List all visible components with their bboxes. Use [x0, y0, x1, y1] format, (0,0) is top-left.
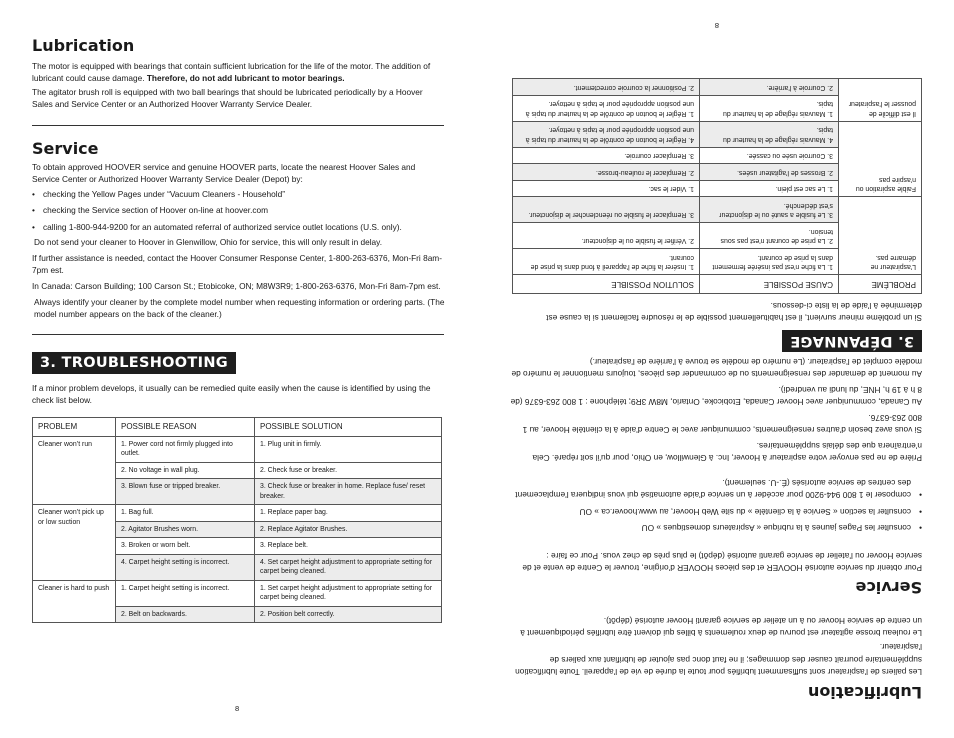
column-header: POSSIBLE REASON — [116, 418, 255, 437]
reason-cell: 1. La fiche n'est pas insérée fermement dans la prise de courant. — [700, 249, 839, 275]
solution-cell: 1. Set carpet height adjustment to appropriate setting for carpet being cleaned. — [255, 580, 442, 606]
problem-cell: Faible aspiration ou n'aspire pas — [839, 122, 922, 198]
table-header-row — [33, 418, 442, 437]
service-bullet: • checking the Yellow Pages under “Vacuum Cleaners - Household” — [32, 188, 444, 200]
problem-cell: Cleaner is hard to push — [33, 580, 116, 623]
column-header: PROBLEM — [33, 418, 116, 437]
solution-cell: 3. Remplacer le fusible ou réenclencher le disjoncteur. — [513, 197, 700, 223]
solution-cell: 1. Plug unit in firmly. — [255, 436, 442, 462]
service-bullets — [32, 188, 444, 237]
service-fr-bullet: • consulter les Pages jaunes à la rubrique « Aspirateurs domestiques » OU — [510, 522, 922, 534]
troubleshooting-intro: If a minor problem develops, it usually can be remedied quite easily when the cause is identified by using the check list below. — [32, 383, 431, 406]
service-fr-bullets — [510, 473, 922, 534]
divider — [32, 125, 444, 126]
solution-cell: 2. Vérifier le fusible ou le disjoncteur. — [513, 223, 700, 249]
solution-cell: 4. Régler le bouton de contrôle de la hauteur du tapis à une position appropriée pour le tapis à nettoyer. — [513, 122, 700, 148]
service-fr-canada: Au Canada, communiquer avec Hoover Canada, Etobicoke, Ontario, M8W 3R9; téléphone : 1 800 263-6376 (de 8 h à 19 h, HNE, du lundi au vendredi). — [510, 384, 922, 407]
reason-cell: 1. Mauvais réglage de la hauteur du tapis. — [700, 96, 839, 122]
problem-cell: Cleaner won’t pick up or low suction — [33, 505, 116, 581]
table-row — [33, 436, 442, 462]
reason-cell: 4. Carpet height setting is incorrect. — [116, 554, 255, 580]
reason-cell: 3. Courroie usée ou cassée. — [700, 148, 839, 165]
table-row — [33, 580, 442, 606]
solution-cell: 2. Check fuse or breaker. — [255, 462, 442, 479]
service-further-assistance: If further assistance is needed, contact the Hoover Consumer Response Center, 1-800-263-6376, Mon-Fri 8am-7pm est. — [32, 253, 442, 276]
reason-cell: 2. Brosses de l'agitateur usées. — [700, 164, 839, 181]
service-fr-heading: Service — [855, 578, 922, 597]
lubrication-paragraph-1 — [32, 60, 444, 85]
service-fr-shipping-note: Prière de ne pas envoyer votre aspirateur à Hoover, Inc. à Glenwillow, en Ohio, pour qu'il soit réparé. Cela n'entraînera que des délais supplémentaires. — [532, 440, 922, 463]
reason-cell: 2. No voltage in wall plug. — [116, 462, 255, 479]
service-model-note: Always identify your cleaner by the complete model number when requesting information or ordering parts. (The model number appears on the back of the cleaner.) — [34, 297, 445, 320]
service-shipping-note: Do not send your cleaner to Hoover in Glenwillow, Ohio for service, this will only result in delay. — [34, 237, 383, 247]
reason-cell: 3. Broken or worn belt. — [116, 538, 255, 555]
service-bullet: • calling 1-800-944-9200 for an automated referral of authorized service outlet locations (U.S. only). — [32, 221, 444, 233]
table-header-row — [513, 275, 922, 294]
depannage-banner: 3. DÉPANNAGE — [782, 330, 922, 352]
french-page — [510, 0, 922, 738]
lubrication-text: The motor is equipped with bearings that contain sufficient lubrication for the life of the motor. The addition of lubricant could cause damage. — [32, 61, 431, 84]
reason-cell: 2. Belt on backwards. — [116, 606, 255, 623]
solution-cell: 4. Set carpet height adjustment to appropriate setting for carpet being cleaned. — [255, 554, 442, 580]
lubrication-heading: Lubrication — [32, 36, 135, 55]
reason-cell: 1. Power cord not firmly plugged into outlet. — [116, 436, 255, 462]
column-header: PROBLÈME — [839, 275, 922, 294]
table-row — [513, 96, 922, 122]
table-row — [513, 249, 922, 275]
reason-cell: 2. Agitator Brushes worn. — [116, 521, 255, 538]
solution-cell: 2. Position belt correctly. — [255, 606, 442, 623]
column-header: POSSIBLE SOLUTION — [255, 418, 442, 437]
solution-cell: 3. Check fuse or breaker in home. Replace fuse/ reset breaker. — [255, 479, 442, 505]
problem-cell: Cleaner won’t run — [33, 436, 116, 505]
divider — [32, 334, 444, 335]
problem-cell: L'aspirateur ne démarre pas. — [839, 197, 922, 275]
reason-cell: 1. Le sac est plein. — [700, 181, 839, 198]
solution-cell: 2. Remplacer le rouleau-brosse. — [513, 164, 700, 181]
table-row — [33, 505, 442, 522]
lubrication-paragraph-2: The agitator brush roll is equipped with two ball bearings that should be lubricated periodically by a Hoover Sales and Service Center or an Authorized Hoover Warranty Service Dealer. — [32, 87, 423, 110]
service-bullet: • checking the Service section of Hoover on-line at hoover.com — [32, 204, 444, 216]
service-fr-further-assistance: Si vous avez besoin d'autres renseignements, communiquer avec le Centre d'aide à la clientèle Hoover, au 1 800 263-6376. — [522, 412, 922, 435]
troubleshooting-banner: 3. TROUBLESHOOTING — [32, 352, 236, 374]
page-number: 8 — [714, 21, 719, 30]
reason-cell: 2. Courroie à l'arrière. — [700, 79, 839, 96]
lubrication-warning: Therefore, do not add lubricant to motor bearings. — [146, 73, 345, 84]
table-row — [513, 181, 922, 198]
solution-cell: 1. Régler le bouton de contrôle de la hauteur du tapis à une position appropriée pour le tapis à nettoyer. — [513, 96, 700, 122]
reason-cell: 1. Carpet height setting is incorrect. — [116, 580, 255, 606]
solution-cell: 2. Replace Agitator Brushes. — [255, 521, 442, 538]
service-fr-intro: Pour obtenir du service autorisé HOOVER et des pièces HOOVER d'origine, trouver le Centre de vente et de service Hoover ou l'atelier de service garanti autorisé (dépôt) le plus près de chez vous. Pour ce faire : — [522, 550, 922, 573]
service-intro: To obtain approved HOOVER service and genuine HOOVER parts, locate the nearest Hoover Sales and Service Center or Authorized Hoover Warranty Service Dealer (Depot) by: — [32, 162, 416, 185]
solution-cell: 3. Replace belt. — [255, 538, 442, 555]
english-page — [32, 0, 444, 738]
lubrification-paragraph-2: Le rouleau brosse agitateur est pourvu de deux roulements à billes qui doivent être lubrifiés périodiquement à un centre de service Hoover ou à un atelier de service garanti Hoover autorisé (dépôt). — [520, 615, 922, 638]
reason-cell: 4. Mauvais réglage de la hauteur du tapis. — [700, 122, 839, 148]
service-fr-bullet: • consulter la section « Service à la clientèle » du site Web Hoover, au www.hoover.ca » OU — [510, 505, 922, 517]
reason-cell: 3. Le fusible a sauté ou le disjoncteur s'est déclenché. — [700, 197, 839, 223]
depannage-table — [512, 79, 922, 295]
problem-cell: Il est difficile de pousser le l'aspirateur — [839, 79, 922, 122]
service-fr-model-note: Au moment de demander des renseignements ou de commander des pièces, toujours mentionner le numéro de modèle complet de l'aspirateur. (Le numéro de modèle se trouve à l'arrière de l'aspirateur.) — [511, 356, 922, 379]
lubrification-paragraph-1: Les paliers de l'aspirateur sont suffisamment lubrifiés pour toute la durée de vie de l'appareil. Toute lubrification supplémentaire pourrait causer des dommages; il ne faut donc pas ajouter de lubrifiant aux paliers de l'aspirateur. — [515, 642, 922, 677]
reason-cell: 2. La prise de courant n'est pas sous tension. — [700, 223, 839, 249]
troubleshooting-table — [32, 417, 442, 623]
depannage-intro: Si un problème mineur survient, il est habituellement possible de le résoudre facilement si la cause est déterminée à l'aide de la liste ci-dessous. — [546, 300, 922, 323]
service-canada: In Canada: Carson Building; 100 Carson St.; Etobicoke, ON; M8W3R9; 1-800-263-6376, Mon-Fri 8am-7pm est. — [32, 281, 441, 291]
solution-cell: 1. Insérer la fiche de l'appareil à fond dans la prise de courant. — [513, 249, 700, 275]
lubrification-heading: Lubrification — [807, 683, 922, 702]
service-fr-bullet: • composer le 1 800 944-9200 pour accéder à un service d'aide automatisé qui vous indiquera l'emplacement des centres de service autorisés (É.-U. seulement). — [510, 477, 922, 502]
solution-cell: 1. Vider le sac. — [513, 181, 700, 198]
solution-cell: 3. Remplacer courroie. — [513, 148, 700, 165]
solution-cell: 2. Positionner la courroie correctement. — [513, 79, 700, 96]
page-number: 8 — [235, 704, 240, 713]
reason-cell: 3. Blown fuse or tripped breaker. — [116, 479, 255, 505]
column-header: CAUSE POSSIBLE — [700, 275, 839, 294]
service-heading: Service — [32, 139, 99, 158]
column-header: SOLUTION POSSIBLE — [513, 275, 700, 294]
reason-cell: 1. Bag full. — [116, 505, 255, 522]
solution-cell: 1. Replace paper bag. — [255, 505, 442, 522]
